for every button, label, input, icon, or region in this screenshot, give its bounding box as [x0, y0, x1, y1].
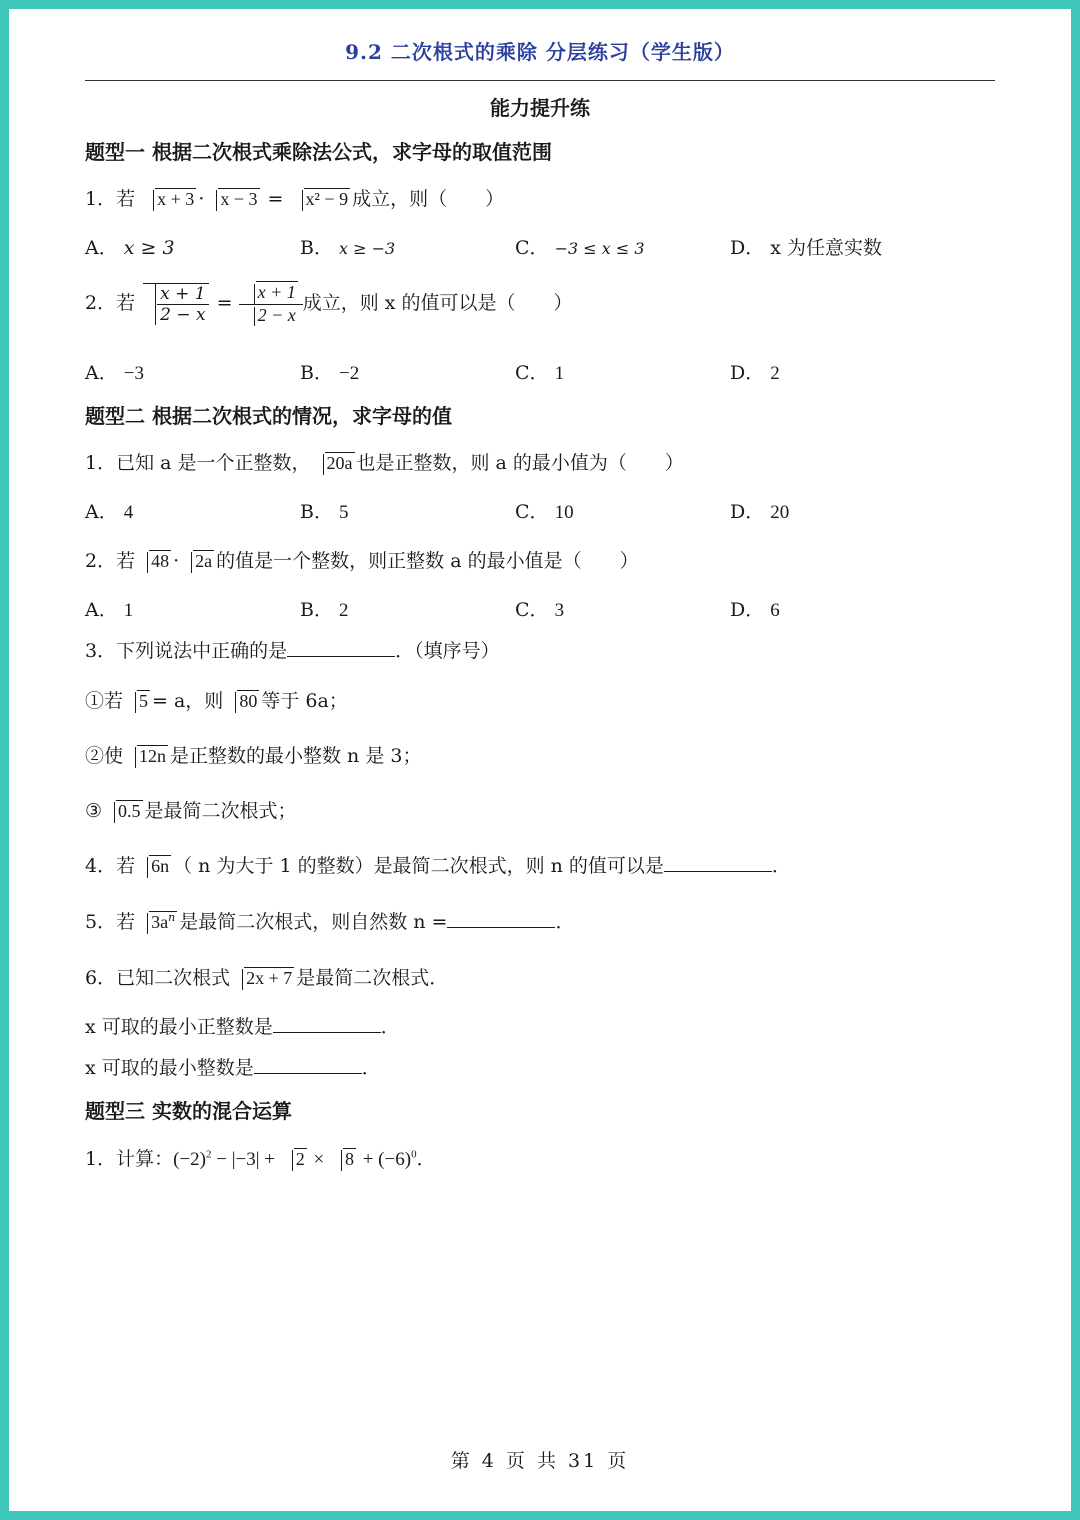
document-title: 9.2 二次根式的乘除 分层练习（学生版） — [345, 40, 735, 64]
section-heading-2: 题型二 根据二次根式的情况，求字母的值 — [85, 404, 452, 428]
question-number: 2． — [85, 292, 117, 315]
s2-question-1: 1．已知 a 是一个正整数， 20a 也是正整数，则 a 的最小值为（ ） — [85, 452, 684, 474]
sqrt-x2-minus-9: x² − 9 — [292, 188, 351, 211]
answer-blank[interactable] — [273, 1014, 381, 1033]
section-heading-1: 题型一 根据二次根式乘除法公式，求字母的取值范围 — [85, 140, 552, 164]
s1-q2-option-c: C． 1 — [515, 362, 565, 384]
s1-q1-option-c: C． −3 ≤ x ≤ 3 — [515, 237, 645, 259]
s2-question-4: 4．若 6n （ n 为大于 1 的整数）是最简二次根式，则 n 的值可以是 ． — [85, 855, 791, 877]
s2-q1-option-d: D． 20 — [730, 501, 790, 523]
s1-question-1: 1．若 x + 3 · x − 3 = x² − 9 成立，则（ ） — [85, 188, 505, 210]
sqrt-2a: 2a — [181, 550, 214, 573]
section-heading-3: 题型三 实数的混合运算 — [85, 1099, 292, 1123]
s2-q6-line-2: x 可取的最小整数是 ． — [85, 1057, 381, 1079]
s1-question-2: 2．若 $\frac{x + 1}{2 - x}$ = $\frac{x + 1}{2 - x}$ 成立，则 x 的值可以是（ ） — [85, 282, 573, 326]
s1-q2-option-a: A． −3 — [85, 362, 144, 384]
s1-q2-option-d: D． 2 — [730, 362, 780, 384]
fraction-of-roots: $\frac{x + 1}{2 - x}$ — [239, 282, 303, 326]
s2-question-5: 5．若 $3a^n$ 是最简二次根式，则自然数 n = ． — [85, 911, 575, 933]
answer-blank[interactable] — [447, 909, 555, 928]
s3-question-1: 1．计算：$(-2)^2 - |-3| + 2 \times 8 + (-6)^0$． — [85, 1148, 436, 1170]
s2-q2-option-a: A． 1 — [85, 599, 134, 621]
sqrt-48: 48 — [137, 550, 171, 573]
question-lead: 若 — [116, 188, 136, 210]
question-tail: 成立，则（ ） — [352, 188, 505, 210]
s2-q2-option-d: D． 6 — [730, 599, 780, 621]
sqrt-x-plus-3: x + 3 — [143, 188, 196, 211]
s2-q3-statement-2: ②使 12n 是正整数的最小整数 n 是 3； — [85, 745, 422, 767]
answer-blank[interactable] — [254, 1055, 362, 1074]
s2-question-2: 2．若 48 · 2a 的值是一个整数，则正整数 a 的最小值是（ ） — [85, 550, 639, 572]
s1-q1-option-d: D． x 为任意实数 — [730, 237, 883, 259]
s1-q1-option-b: B． x ≥ −3 — [300, 237, 396, 259]
s2-q1-option-a: A． 4 — [85, 501, 134, 523]
s1-q1-option-a: A． x ≥ 3 — [85, 237, 175, 259]
page-footer: 第 4 页 共 31 页 — [450, 1450, 630, 1472]
sqrt-20a: 20a — [313, 452, 355, 475]
s2-q2-option-c: C． 3 — [515, 599, 565, 621]
title-rule — [85, 80, 995, 81]
sqrt-fraction: $\frac{x + 1}{2 - x}$ — [143, 283, 208, 326]
answer-blank[interactable] — [287, 638, 395, 657]
sqrt-x-minus-3: x − 3 — [206, 188, 259, 211]
s2-question-6: 6．已知二次根式 2x + 7 是最简二次根式． — [85, 967, 449, 989]
s2-q1-option-b: B． 5 — [300, 501, 349, 523]
document-subtitle: 能力提升练 — [490, 96, 590, 120]
answer-blank[interactable] — [664, 853, 772, 872]
s2-q3-statement-3: ③ 0.5 是最简二次根式； — [85, 800, 297, 822]
question-number: 1． — [85, 188, 117, 210]
s2-q6-line-1: x 可取的最小正整数是 ． — [85, 1016, 400, 1038]
s2-q1-option-c: C． 10 — [515, 501, 574, 523]
s1-q2-option-b: B． −2 — [300, 362, 360, 384]
s2-q3-statement-1: ①若 5 = a，则 80 等于 6a； — [85, 690, 348, 712]
s2-question-3: 3．下列说法中正确的是 ．（填序号） — [85, 640, 500, 662]
s2-q2-option-b: B． 2 — [300, 599, 349, 621]
document-page — [85, 0, 995, 1520]
